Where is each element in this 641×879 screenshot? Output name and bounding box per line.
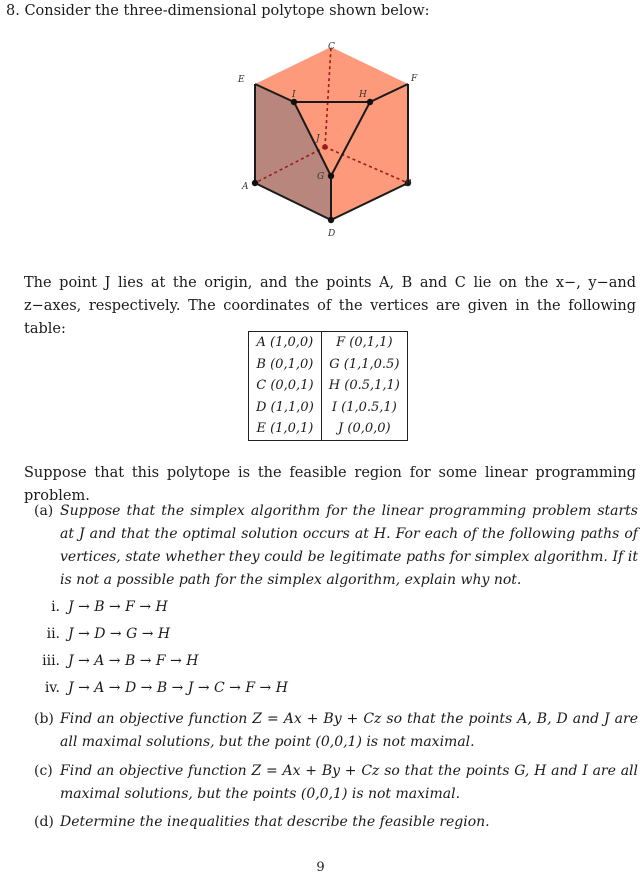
intro-text: The point J lies at the origin, and the points A, B and C lie on the x−, y−and z−axes, respectively. The coordinates of the vertices are given in the following table: [24, 275, 636, 337]
part-label: (d) [34, 814, 54, 830]
table-row [249, 418, 408, 440]
label-B: B [405, 179, 412, 189]
polytope-figure [228, 38, 418, 238]
table-cell: J (0,0,0) [338, 421, 391, 437]
vertex-H [367, 99, 373, 105]
label-J: J [316, 134, 320, 144]
path-text: J → A → B → F → H [68, 653, 199, 669]
path-item [34, 653, 198, 669]
vertex-G [328, 173, 334, 179]
table-cell: A (1,0,0) [249, 332, 322, 354]
part-b [34, 708, 638, 754]
table-cell: C (0,0,1) [249, 375, 322, 397]
table-row [249, 354, 408, 376]
vertex-J [322, 144, 328, 150]
table-row [249, 375, 408, 397]
part-a [34, 500, 638, 592]
page-number: 9 [316, 860, 325, 875]
part-label: (b) [34, 711, 54, 727]
feasible-region-text: Suppose that this polytope is the feasible region for some linear programming problem. [24, 465, 636, 504]
table-row [249, 332, 408, 354]
vertex-D [328, 217, 334, 223]
path-number: iii. [42, 653, 60, 669]
path-number: i. [51, 599, 60, 615]
part-c [34, 760, 638, 806]
path-text: J → A → D → B → J → C → F → H [68, 680, 288, 696]
label-A: A [242, 182, 249, 192]
path-text: J → D → G → H [68, 626, 171, 642]
part-text: Suppose that the simplex algorithm for the linear programming problem starts at J and that the optimal solution occurs at H. For each of the following paths of vertices, state whether they could be legitimate paths for simplex algorithm. If it is not a possible path for the simplex algorithm, explain why not. [60, 503, 638, 588]
path-number: ii. [46, 626, 60, 642]
vertex-A [252, 180, 258, 186]
label-C: C [328, 42, 335, 52]
table-cell: G (1,1,0.5) [329, 356, 400, 372]
part-text: Find an objective function Z = Ax + By + Cz so that the points A, B, D and J are all maximal solutions, but the point (0,0,1) is not maximal. [60, 711, 638, 750]
path-text: J → B → F → H [68, 599, 168, 615]
label-D: D [328, 229, 336, 238]
table-cell: I (1,0.5,1) [331, 399, 397, 415]
part-label: (a) [34, 503, 54, 519]
label-F: F [411, 74, 418, 84]
table-cell: H (0.5,1,1) [328, 378, 400, 394]
label-H: H [359, 90, 367, 100]
part-text: Find an objective function Z = Ax + By + Cz so that the points G, H and I are all maximal solutions, but the points (0,0,1) is not maximal. [60, 763, 638, 802]
path-number: iv. [44, 680, 60, 696]
path-item [34, 680, 288, 696]
table-cell: D (1,1,0) [249, 397, 322, 419]
label-E: E [238, 75, 245, 85]
part-text: Determine the inequalities that describe the feasible region. [60, 814, 490, 830]
path-item [34, 626, 170, 642]
table-cell: B (0,1,0) [249, 354, 322, 376]
label-I: I [292, 90, 296, 100]
table-row [249, 397, 408, 419]
question-title: 8. Consider the three-dimensional polytope shown below: [6, 3, 430, 19]
part-d [34, 811, 638, 834]
path-item [34, 599, 168, 615]
part-label: (c) [34, 763, 53, 779]
table-cell: E (1,0,1) [249, 418, 322, 440]
label-G: G [317, 172, 325, 182]
table-cell: F (0,1,1) [336, 335, 393, 350]
coordinates-table [248, 331, 408, 441]
